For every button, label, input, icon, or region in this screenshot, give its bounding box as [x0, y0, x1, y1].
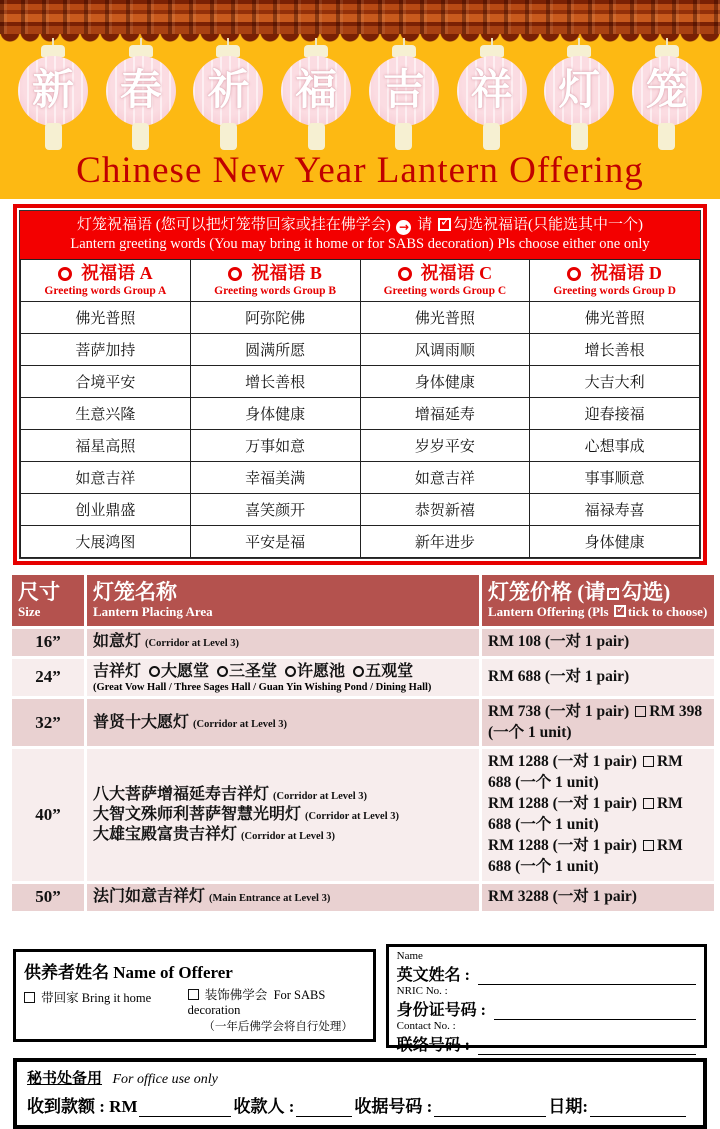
greeting-word-cell: 如意吉祥 [360, 461, 530, 493]
greeting-word-cell: 万事如意 [190, 429, 360, 461]
size-cell: 32” [12, 699, 84, 747]
checked-checkbox-icon: ✓ [609, 583, 620, 598]
hall-radio-icon[interactable] [285, 666, 296, 677]
lantern-string [491, 38, 493, 45]
lamp-cell: 吉祥灯 大愿堂 三圣堂 许愿池 五观堂 (Great Vow Hall / Three Sages Hall / Guan Yin Wishing Pond / Dining Hall) [87, 659, 479, 696]
greeting-word-cell: 增长善根 [190, 365, 360, 397]
arrow-icon: → [396, 220, 411, 235]
lantern-string [403, 38, 405, 45]
size-column-header: 尺寸 Size [12, 575, 84, 626]
pricing-row-16 [12, 629, 714, 656]
lantern-tassel [45, 123, 62, 150]
lantern-body [193, 56, 263, 126]
greeting-word-cell: 事事顺意 [530, 461, 700, 493]
greeting-word-cell: 如意吉祥 [21, 461, 191, 493]
offerer-box [13, 949, 376, 1042]
lantern-string [666, 38, 668, 45]
lantern [273, 38, 359, 150]
lantern-character: 吉 [382, 68, 425, 114]
lantern-body [544, 56, 614, 126]
greeting-word-cell: 大吉大利 [530, 365, 700, 397]
lantern [10, 38, 96, 150]
greeting-instructions-en: Lantern greeting words (You may bring it home or for SABS decoration) Pls choose either one only [70, 236, 650, 253]
greeting-word-cell: 菩萨加持 [21, 333, 191, 365]
contact-field: 联络号码 : [397, 1032, 696, 1055]
option-bring-home: 带回家 Bring it home [24, 985, 188, 1034]
size-cell: 16” [12, 629, 84, 656]
lantern-body [281, 56, 351, 126]
greeting-word-cell: 身体健康 [360, 365, 530, 397]
hall-radio-icon[interactable] [149, 666, 160, 677]
greeting-word-cell: 喜笑颜开 [190, 493, 360, 525]
lantern-tassel [220, 123, 237, 150]
offerer-options [24, 985, 369, 1034]
greeting-word-cell: 新年进步 [360, 525, 530, 557]
forms-row [13, 944, 707, 1055]
greeting-word-cell: 合境平安 [21, 365, 191, 397]
price-cell: RM 108 (一对 1 pair) [482, 629, 714, 656]
greeting-words-inner [19, 210, 701, 559]
contact-label-en: Contact No. : [396, 1020, 456, 1033]
group-c-radio-icon[interactable] [398, 267, 412, 281]
greeting-word-cell: 幸福美满 [190, 461, 360, 493]
unit-checkbox[interactable] [643, 840, 654, 851]
group-c-header: 祝福语 C Greeting words Group C [360, 259, 530, 301]
instruction-cn-part1: 灯笼祝福语 (您可以把灯笼带回家或挂在佛学会) [76, 216, 391, 233]
lantern-string [52, 38, 54, 45]
price-cell: RM 1288 (一对 1 pair) RM 688 (一个 1 unit) RM 1288 (一对 1 pair) RM 688 (一个 1 unit) RM 1288 (一对 1 pair) RM 688 (一个 1 unit) [482, 749, 714, 881]
group-b-radio-icon[interactable] [228, 267, 242, 281]
greeting-word-cell: 佛光普照 [360, 301, 530, 333]
receipt-input-line[interactable] [434, 1101, 546, 1117]
sabs-note: （一年后佛学会将自行处理） [203, 1020, 353, 1033]
halls-english: (Great Vow Hall / Three Sages Hall / Guan Yin Wishing Pond / Dining Hall) [93, 681, 432, 693]
greeting-word-cell: 福禄寿喜 [530, 493, 700, 525]
name-input-line[interactable] [478, 969, 696, 985]
lantern-string [140, 38, 142, 45]
pricing-row-50 [12, 884, 714, 911]
checked-checkbox-icon: ✓ [615, 601, 626, 616]
page-title: Chinese New Year Lantern Offering [76, 150, 644, 191]
greeting-word-cell: 阿弥陀佛 [190, 301, 360, 333]
lantern-tassel [132, 123, 149, 150]
lantern [536, 38, 622, 150]
unit-checkbox[interactable] [635, 706, 646, 717]
lantern-row [0, 38, 720, 150]
contact-input-line[interactable] [478, 1039, 696, 1055]
bring-home-checkbox[interactable] [24, 992, 35, 1003]
instruction-cn-part2: 请 [417, 216, 433, 233]
greeting-row [21, 301, 700, 333]
pricing-header-row [12, 575, 714, 626]
price-cell: RM 688 (一对 1 pair) [482, 659, 714, 696]
greeting-row [21, 461, 700, 493]
greeting-row [21, 333, 700, 365]
lamp-cell: 八大菩萨增福延寿吉祥灯 (Corridor at Level 3) 大智文殊师利菩萨智慧光明灯 (Corridor at Level 3) 大雄宝殿富贵吉祥灯 (Corridor at Level 3) [87, 749, 479, 881]
hall-radio-icon[interactable] [353, 666, 364, 677]
greeting-word-cell: 身体健康 [530, 525, 700, 557]
group-b-header: 祝福语 B Greeting words Group B [190, 259, 360, 301]
lantern-tassel [658, 123, 675, 150]
nric-field: 身份证号码 : [397, 997, 696, 1020]
lantern-character: 祥 [470, 68, 513, 114]
contact-box [386, 944, 707, 1055]
lantern-body [632, 56, 702, 126]
date-input-line[interactable] [590, 1101, 686, 1117]
name-label-en: Name [396, 949, 423, 962]
lantern-character: 灯 [558, 68, 601, 114]
lantern-tassel [308, 123, 325, 150]
pricing-table [9, 572, 717, 914]
name-field: 英文姓名 : [397, 962, 696, 985]
unit-checkbox[interactable] [643, 756, 654, 767]
greeting-word-cell: 佛光普照 [21, 301, 191, 333]
group-d-radio-icon[interactable] [567, 267, 581, 281]
lantern-string [578, 38, 580, 45]
lantern-body [457, 56, 527, 126]
greeting-word-cell: 增长善根 [530, 333, 700, 365]
lantern [98, 38, 184, 150]
sabs-decoration-checkbox[interactable] [188, 989, 199, 1000]
pricing-row-40 [12, 749, 714, 881]
price-cell: RM 3288 (一对 1 pair) [482, 884, 714, 911]
pricing-row-24 [12, 659, 714, 696]
lantern [361, 38, 447, 150]
greeting-instructions-cn [22, 215, 698, 235]
greeting-word-cell: 风调雨顺 [360, 333, 530, 365]
name-column-header: 灯笼名称 Lantern Placing Area [87, 575, 479, 626]
greeting-word-cell: 恭贺新禧 [360, 493, 530, 525]
greeting-row [21, 493, 700, 525]
greeting-word-cell: 圆满所愿 [190, 333, 360, 365]
roof-tiles-decoration [0, 0, 720, 34]
greeting-row [21, 397, 700, 429]
greeting-word-cell: 平安是福 [190, 525, 360, 557]
lantern-body [106, 56, 176, 126]
lantern-body [369, 56, 439, 126]
price-cell: RM 738 (一对 1 pair) RM 398 (一个 1 unit) [482, 699, 714, 747]
group-d-header: 祝福语 D Greeting words Group D [530, 259, 700, 301]
group-a-header: 祝福语 A Greeting words Group A [21, 259, 191, 301]
group-a-radio-icon[interactable] [58, 267, 72, 281]
lantern-character: 笼 [645, 68, 688, 114]
banner [0, 34, 720, 199]
lamp-cell: 法门如意吉祥灯 (Main Entrance at Level 3) [87, 884, 479, 911]
greeting-word-cell: 福星高照 [21, 429, 191, 461]
nric-label-en: NRIC No. : [396, 984, 448, 997]
greeting-word-cell: 身体健康 [190, 397, 360, 429]
lantern-character: 祈 [207, 68, 250, 114]
greeting-word-cell: 佛光普照 [530, 301, 700, 333]
greeting-group-header-row [21, 259, 700, 301]
greeting-word-cell: 创业鼎盛 [21, 493, 191, 525]
office-title: 秘书处备用 For office use only [27, 1070, 218, 1087]
greeting-words-table [20, 259, 700, 558]
lantern-character: 春 [119, 68, 162, 114]
option-sabs-decoration: 装饰佛学会 For SABS decoration （一年后佛学会将自行处理） [188, 985, 369, 1034]
lantern-body [18, 56, 88, 126]
lantern-tassel [571, 123, 588, 150]
greeting-word-cell: 岁岁平安 [360, 429, 530, 461]
lantern-tassel [395, 123, 412, 150]
lantern-tassel [483, 123, 500, 150]
lantern-character: 新 [31, 68, 74, 114]
offerer-title: 供养者姓名 Name of Offerer [24, 962, 233, 982]
lamp-cell: 如意灯 (Corridor at Level 3) [87, 629, 479, 656]
office-fields: 收到款额 : RM 收款人 : 收据号码 : 日期: [27, 1092, 693, 1117]
receiver-input-line[interactable] [296, 1101, 352, 1117]
greeting-word-cell: 增福延寿 [360, 397, 530, 429]
lantern [624, 38, 710, 150]
greeting-words-section [13, 204, 707, 565]
lantern [449, 38, 535, 150]
greeting-instructions [20, 211, 700, 259]
office-use-box [13, 1058, 707, 1129]
size-cell: 24” [12, 659, 84, 696]
lantern-character: 福 [295, 68, 338, 114]
hall-radio-icon[interactable] [217, 666, 228, 677]
greeting-word-cell: 生意兴隆 [21, 397, 191, 429]
checked-checkbox-icon: ✓ [440, 214, 451, 230]
greeting-row [21, 525, 700, 557]
lantern-string [227, 38, 229, 45]
lamp-cell: 普贤十大愿灯 (Corridor at Level 3) [87, 699, 479, 747]
greeting-word-cell: 迎春接福 [530, 397, 700, 429]
size-cell: 40” [12, 749, 84, 881]
amount-input-line[interactable] [139, 1101, 231, 1117]
size-cell: 50” [12, 884, 84, 911]
lantern [185, 38, 271, 150]
price-column-header: 灯笼价格 (请 ✓ 勾选) Lantern Offering (Pls ✓ tick to choose) [482, 575, 714, 626]
lantern-string [315, 38, 317, 45]
greeting-row [21, 429, 700, 461]
unit-checkbox[interactable] [643, 798, 654, 809]
pricing-row-32 [12, 699, 714, 747]
greeting-row [21, 365, 700, 397]
nric-input-line[interactable] [494, 1004, 696, 1020]
greeting-word-cell: 大展鸿图 [21, 525, 191, 557]
instruction-cn-part3: 勾选祝福语(只能选其中一个) [453, 216, 643, 233]
greeting-word-cell: 心想事成 [530, 429, 700, 461]
